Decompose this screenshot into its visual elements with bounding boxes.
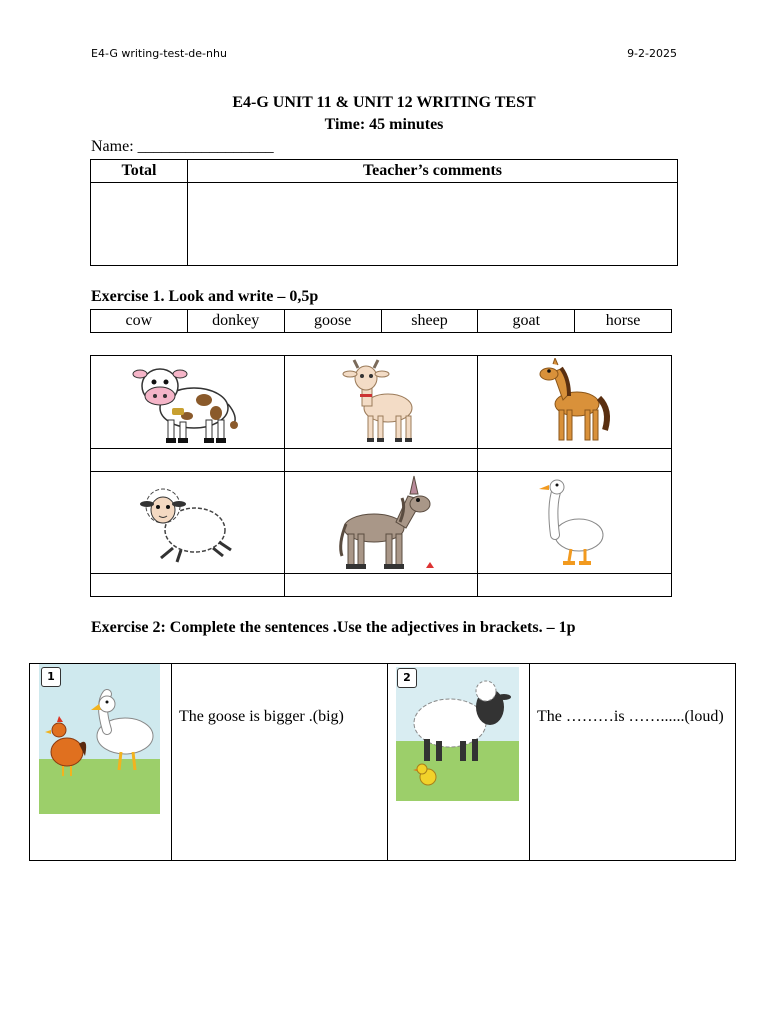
- donkey-image: [326, 474, 436, 572]
- picture-table: [90, 355, 672, 597]
- exercise2-title: Exercise 2: Complete the sentences .Use the adjectives in brackets. – 1p: [91, 619, 576, 636]
- answer-blank-1[interactable]: [91, 449, 285, 472]
- comments-cell[interactable]: [188, 183, 678, 266]
- comments-header: Teacher’s comments: [188, 160, 678, 183]
- picture-1-cell: [30, 664, 172, 861]
- horse-cell: [478, 356, 672, 449]
- score-table: [90, 159, 678, 266]
- goose-image: [535, 475, 615, 571]
- horse-image: [535, 358, 615, 446]
- donkey-cell: [284, 472, 478, 574]
- item-number-2: 2: [397, 668, 417, 688]
- item-number-1: 1: [41, 667, 61, 687]
- name-label: Name: _________________: [91, 138, 274, 155]
- test-title: E4-G UNIT 11 & UNIT 12 WRITING TEST: [232, 94, 536, 111]
- picture-2-cell: [388, 664, 530, 861]
- header-left: E4-G writing-test-de-nhu: [91, 47, 227, 60]
- word-cow: cow: [91, 310, 188, 333]
- cow-cell: [91, 356, 285, 449]
- goat-cell: [284, 356, 478, 449]
- word-donkey: donkey: [187, 310, 284, 333]
- goose-cell: [478, 472, 672, 574]
- word-goose: goose: [284, 310, 381, 333]
- header-date: 9-2-2025: [627, 47, 677, 60]
- sheep-image: [137, 478, 237, 568]
- sentence-2[interactable]: The ………is ……......(loud): [530, 664, 736, 861]
- word-horse: horse: [575, 310, 672, 333]
- answer-blank-5[interactable]: [284, 574, 478, 597]
- word-goat: goat: [478, 310, 575, 333]
- sentence-1: The goose is bigger .(big): [172, 664, 388, 861]
- word-bank: [90, 309, 672, 333]
- answer-blank-2[interactable]: [284, 449, 478, 472]
- sheep-cell: [91, 472, 285, 574]
- goat-image: [336, 358, 426, 446]
- word-sheep: sheep: [381, 310, 478, 333]
- total-cell[interactable]: [91, 183, 188, 266]
- exercise1-title: Exercise 1. Look and write – 0,5p: [91, 288, 319, 305]
- sentence-table: [29, 663, 736, 861]
- answer-blank-3[interactable]: [478, 449, 672, 472]
- total-header: Total: [91, 160, 188, 183]
- cow-image: [132, 358, 242, 446]
- test-duration: Time: 45 minutes: [324, 116, 444, 133]
- answer-blank-6[interactable]: [478, 574, 672, 597]
- answer-blank-4[interactable]: [91, 574, 285, 597]
